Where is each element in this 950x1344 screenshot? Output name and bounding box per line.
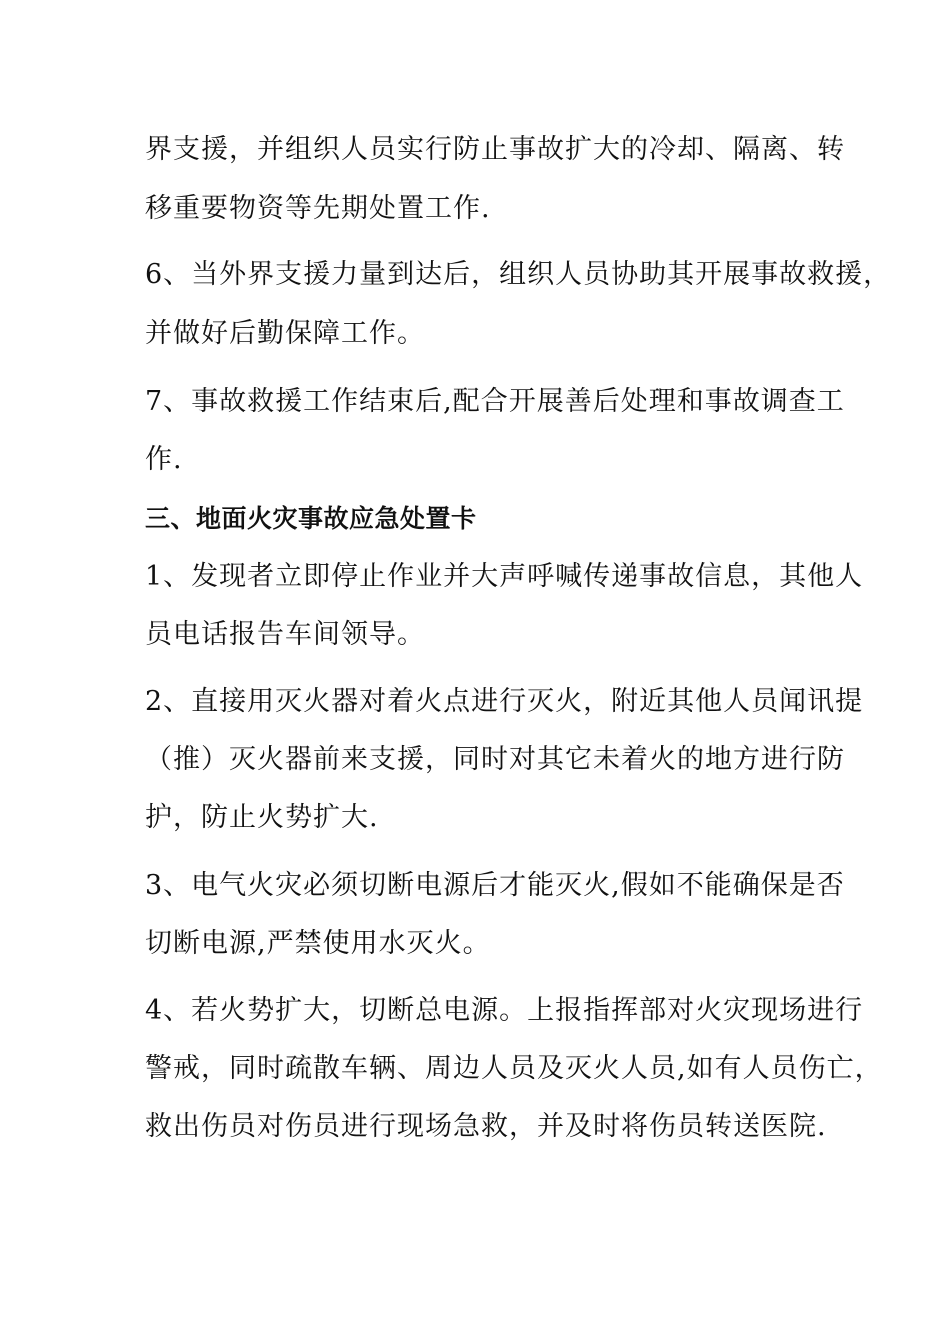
paragraph-6-line-1: 6、当外界支援力量到达后，组织人员协助其开展事故救援， [145,259,892,290]
item-1-line-1: 1、发现者立即停止作业并大声呼喊传递事故信息，其他人 [145,561,864,592]
item-2-line-3: 护，防止火势扩大. [145,802,379,833]
item-4-line-2: 警戒，同时疏散车辆、周边人员及灭火人员,如有人员伤亡， [145,1053,883,1084]
paragraph-5-line-3: 移重要物资等先期处置工作. [145,193,491,224]
paragraph-5-line-2: 界支援，并组织人员实行防止事故扩大的冷却、隔离、转 [145,134,845,165]
section-heading: 三、地面火灾事故应急处置卡 [145,504,477,533]
item-4-line-3: 救出伤员对伤员进行现场急救，并及时将伤员转送医院. [145,1111,827,1142]
item-3-line-1: 3、电气火灾必须切断电源后才能灭火,假如不能确保是否 [145,870,845,901]
item-1-line-2: 员电话报告车间领导。 [145,619,425,650]
item-2-line-1: 2、直接用灭火器对着火点进行灭火，附近其他人员闻讯提 [145,686,864,717]
paragraph-7-line-2: 作. [145,444,183,475]
item-2-line-2: （推）灭火器前来支援，同时对其它未着火的地方进行防 [145,744,845,775]
item-4-line-1: 4、若火势扩大，切断总电源。上报指挥部对火灾现场进行 [145,995,864,1026]
item-3-line-2: 切断电源,严禁使用水灭火。 [145,928,491,959]
paragraph-6-line-2: 并做好后勤保障工作。 [145,318,425,349]
paragraph-7-line-1: 7、事故救援工作结束后,配合开展善后处理和事故调查工 [145,386,845,417]
